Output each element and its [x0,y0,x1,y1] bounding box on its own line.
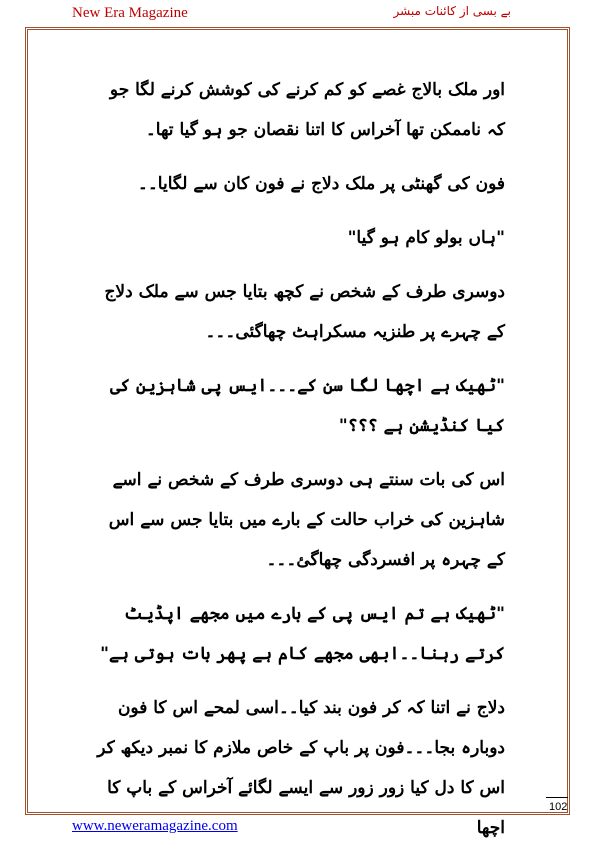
footer-website-link[interactable]: www.neweramagazine.com [72,818,238,834]
paragraph: "ٹھیک ہے اچھا لگا سن کے۔۔۔ایس پی شاہزین کی کیا کنڈیشن ہے ؟؟؟" [110,376,505,436]
paragraph: اور ملک بالاج غصے کو کم کرنے کی کوشش کرنے لگا جو کہ ناممکن تھا آخراس کا اتنا نقصان جو ہو گیا تھا۔ [109,80,505,140]
paragraph: دلاج نے اتنا کہ کر فون بند کیا۔۔اسی لمحے اس کا فون دوبارہ بجا۔۔۔فون پر باپ کے خاص ملازم کا نمبر دیکھ کر اس کا دل کیا زور زور سے ایسے لگائے آخراس کے باپ کا اچھا [97,698,505,838]
story-body [95,70,505,862]
paragraph: "ٹھیک ہے تم ایس پی کے بارے میں مجھے اپڈیٹ کرتے رہنا۔۔ابھی مجھے کام ہے پھر بات ہوتی ہے" [100,604,505,664]
magazine-name: New Era Magazine [72,5,188,21]
paragraph: دوسری طرف کے شخص نے کچھ بتایا جس سے ملک دلاج کے چہرے پر طنزیہ مسکراہٹ چھاگئی۔۔۔ [104,282,505,342]
page-number: 102 [549,801,568,813]
story-title: بے بسی از کائنات مبشر [393,4,511,18]
paragraph: فون کی گھنٹی پر ملک دلاج نے فون کان سے لگایا۔۔ [137,174,505,194]
paragraph: اس کی بات سنتے ہی دوسری طرف کے شخص نے اسے شاہزین کی خراب حالت کے بارے میں بتایا جس سے اس کے چہرہ پر افسردگی چھاگئ۔۔۔ [108,470,505,570]
page-number-rule [546,797,568,798]
paragraph: "ہاں بولو کام ہو گیا" [347,228,505,248]
